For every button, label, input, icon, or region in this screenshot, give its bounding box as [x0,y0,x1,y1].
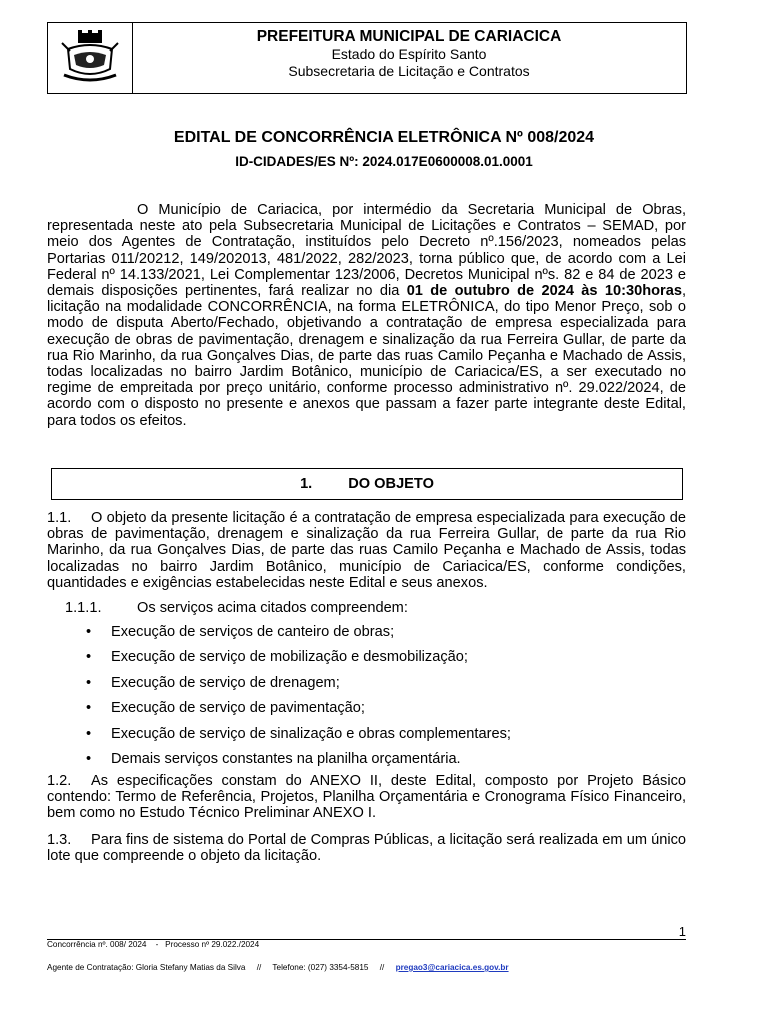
paragraph-number: 1.2. [47,773,72,789]
intro-date: 01 de outubro de 2024 às 10:30horas [406,283,682,300]
section-title: DO OBJETO [348,476,434,492]
footer-contact-line [47,963,509,972]
footer-phone: Telefone: (027) 3354-5815 [272,963,369,972]
paragraph-text: O objeto da presente licitação é a contratação de empresa especializada para execução de obras de pavimentação, drenagem e sinalização da rua Ferreira Gullar, de parte da rua Rio Marinho, da rua Gonçalves Dias, de parte das ruas Camilo Peçanha e Machado de Assis, todas localizadas no bairro Jardim Botânico, município de Cariacica/ES, conforme condições, quantidades e exigências estabelecidas neste Edital e seus anexos. [47,510,686,591]
paragraph-1-1 [47,510,686,591]
bullet-icon: • [86,624,92,640]
paragraph-number: 1.3. [47,832,72,848]
list-item [86,649,686,674]
municipal-crest-icon [60,29,120,87]
intro-text-part2: , licitação na modalidade CONCORRÊNCIA, na forma ELETRÔNICA, do tipo Menor Preço, sob o modo de disputa Aberto/Fechado, objetivando a contratação de empresa especializada para execução de obras de pavimentação, drenagem e sinalização da rua Ferreira Gullar, de parte da rua Rio Marinho, da rua Gonçalves Dias, de parte das ruas Camilo Peçanha e Machado de Assis, todas localizadas no bairro Jardim Botânico, município de Cariacica/ES, a ser executado no regime de empreitada por preço unitário, conforme processo administrativo nº. 29.022/2024, de acordo com o disposto no presente e anexos que passam a fazer parte integrante deste Edital, para todos os efeitos. [47,283,686,429]
list-item-text: Execução de serviço de drenagem; [111,674,340,691]
document-header [47,22,687,94]
list-item-text: Demais serviços constantes na planilha orçamentária. [111,750,461,767]
list-item [86,624,686,649]
document-id: ID-CIDADES/ES Nº: 2024.017E0600008.01.0001 [235,154,533,169]
intro-text-part1: O Município de Cariacica, por intermédio da Secretaria Municipal de Obras, representada neste ato pela Subsecretaria Municipal de Licitações e Contratos – SEMAD, por meio dos Agentes de Contratação, instituídos pelo Decreto nº.156/2023, nomeados pelas Portarias 011/20212, 149/202013, 481/2022, 282/2023, torna público que, de acordo com a Lei Federal nº 14.133/2021, Lei Complementar 123/2006, Decretos Municipal nºs. 82 e 84 de 2023 e demais disposições pertinentes, fará realizar no dia [47,202,686,300]
header-text [132,27,686,80]
list-item-text: Execução de serviço de mobilização e desmobilização; [111,649,468,666]
list-item-text: Execução de serviço de pavimentação; [111,700,365,717]
bullet-icon: • [86,725,92,742]
bullet-icon: • [86,750,92,767]
org-name: PREFEITURA MUNICIPAL DE CARIACICA [256,28,562,45]
section-heading [51,468,683,500]
bullet-icon: • [86,649,92,666]
paragraph-text: Para fins de sistema do Portal de Compras Públicas, a licitação será realizada em um único lote que compreende o objeto da licitação. [47,832,686,865]
footer-separator: // [379,963,385,972]
paragraph-number: 1.1.1. [65,600,102,616]
paragraph-text: Os serviços acima citados compreendem: [137,600,408,616]
footer-separator: // [256,963,262,972]
bullet-icon: • [86,700,92,717]
intro-paragraph [47,202,686,429]
subsecretaria-name: Subsecretaria de Licitação e Contratos [288,63,530,79]
paragraph-1-3 [47,832,686,864]
services-list [86,624,686,776]
list-item [86,675,686,700]
footer-agent: Agente de Contratação: Gloria Stefany Matias da Silva [47,963,246,972]
list-item [86,700,686,725]
footer-process-line: Concorrência nº. 008/ 2024 - Processo nº 29.022./2024 [47,940,260,949]
paragraph-1-2 [47,773,686,822]
page-number: 1 [678,924,686,939]
paragraph-number: 1.1. [47,510,72,526]
bullet-icon: • [86,674,92,691]
paragraph-text: As especificações constam do ANEXO II, deste Edital, composto por Projeto Básico contendo: Termo de Referência, Projetos, Planilha Orçamentária e Cronograma Físico Financeiro, bem como no Estudo Técnico Preliminar ANEXO I. [47,773,686,822]
email-link[interactable]: pregao3@cariacica.es.gov.br [395,963,509,972]
section-number: 1. [300,476,313,492]
state-name: Estado do Espírito Santo [331,46,487,62]
document-title: EDITAL DE CONCORRÊNCIA ELETRÔNICA Nº 008/2024 [173,129,595,146]
paragraph-1-1-1 [65,600,685,616]
list-item-text: Execução de serviços de canteiro de obras; [111,624,395,640]
list-item-text: Execução de serviço de sinalização e obras complementares; [111,725,511,742]
title-block [0,127,768,172]
list-item [86,726,686,751]
